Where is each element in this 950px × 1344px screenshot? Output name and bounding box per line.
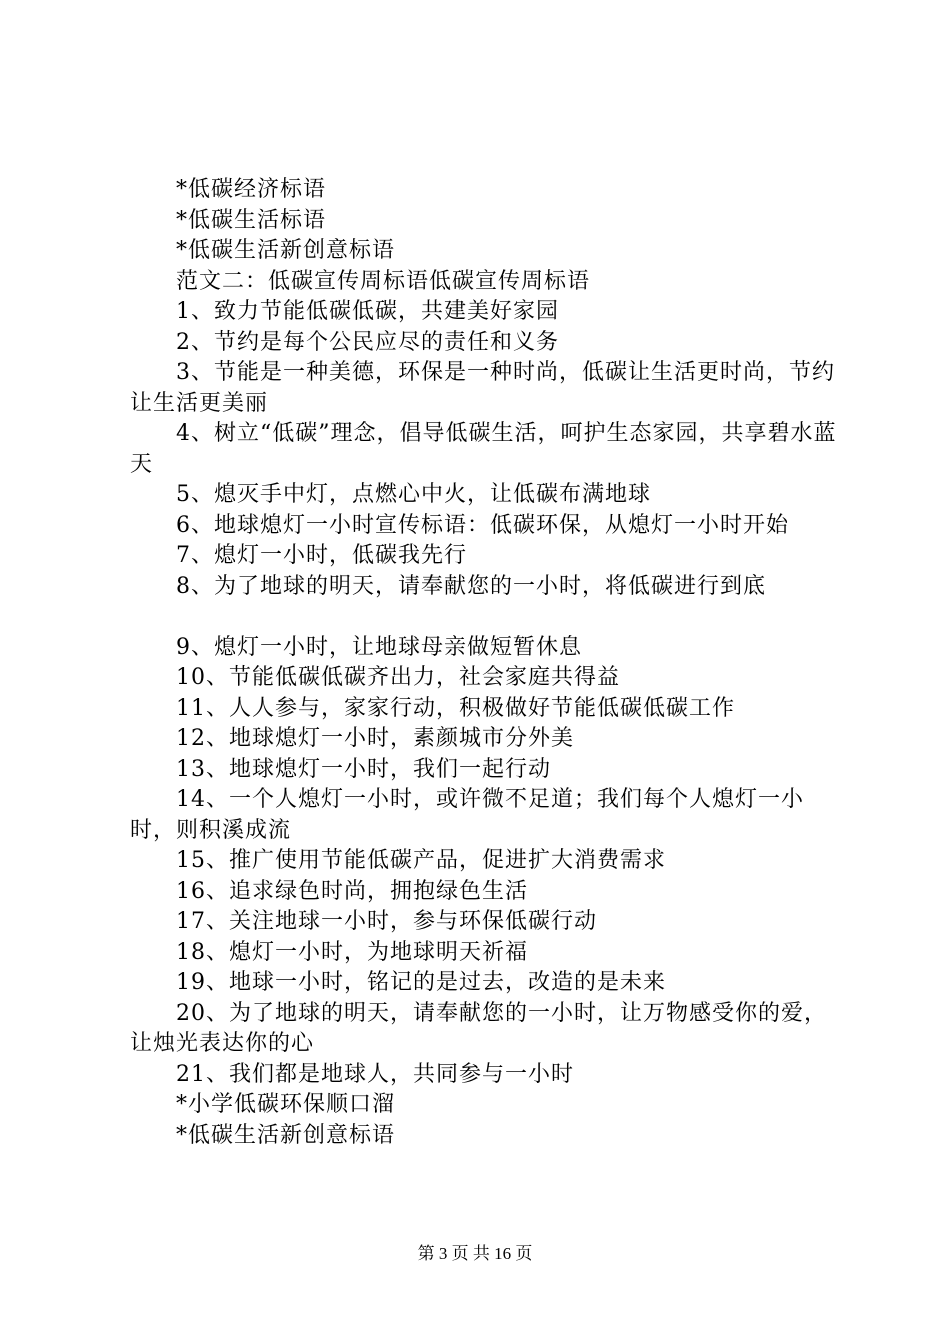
section-heading: 范文二：低碳宣传周标语低碳宣传周标语 bbox=[176, 268, 591, 294]
slogan-item-12: 12、地球熄灯一小时，素颜城市分外美 bbox=[176, 726, 574, 751]
slogan-item-20: 20、为了地球的明天，请奉献您的一小时，让万物感受你的爱，让烛光表达你的心 bbox=[130, 1000, 827, 1056]
page-footer bbox=[0, 1243, 950, 1265]
slogan-item-6: 6、地球熄灯一小时宣传标语：低碳环保，从熄灯一小时开始 bbox=[176, 512, 789, 538]
slogan-item-15: 15、推广使用节能低碳产品，促进扩大消费需求 bbox=[176, 848, 666, 873]
slogan-item-17: 17、关注地球一小时，参与环保低碳行动 bbox=[176, 909, 597, 934]
slogan-item-9: 9、熄灯一小时，让地球母亲做短暂休息 bbox=[176, 634, 582, 660]
slogan-item-21: 21、我们都是地球人，共同参与一小时 bbox=[176, 1061, 574, 1087]
slogan-item-3: 3、节能是一种美德，环保是一种时尚，低碳让生活更时尚，节约让生活更美丽 bbox=[130, 360, 835, 416]
slogan-item-18: 18、熄灯一小时，为地球明天祈福 bbox=[176, 939, 528, 965]
slogan-item-11: 11、人人参与，家家行动，积极做好节能低碳低碳工作 bbox=[176, 695, 735, 721]
page-number-label: 第 3 页 共 16 页 bbox=[417, 1244, 533, 1263]
slogan-item-2: 2、节约是每个公民应尽的责任和义务 bbox=[176, 329, 559, 355]
paragraph-bullet-low-carbon-life: *低碳生活标语 bbox=[176, 207, 327, 233]
slogan-item-4: 4、树立“低碳”理念，倡导低碳生活，呵护生态家园，共享碧水蓝天 bbox=[130, 421, 837, 477]
paragraph-bullet-creative-slogans: *低碳生活新创意标语 bbox=[176, 238, 396, 263]
paragraph-bullet-low-carbon-economy: *低碳经济标语 bbox=[176, 177, 327, 202]
paragraph-bullet-rhymes: *小学低碳环保顺口溜 bbox=[176, 1092, 396, 1117]
slogan-item-19: 19、地球一小时，铭记的是过去，改造的是未来 bbox=[176, 970, 666, 995]
slogan-item-16: 16、追求绿色时尚，拥抱绿色生活 bbox=[176, 878, 528, 904]
slogan-item-14: 14、一个人熄灯一小时，或许微不足道；我们每个人熄灯一小时，则积溪成流 bbox=[130, 787, 804, 843]
slogan-item-13: 13、地球熄灯一小时，我们一起行动 bbox=[176, 756, 551, 782]
slogan-item-5: 5、熄灭手中灯，点燃心中火，让低碳布满地球 bbox=[176, 482, 651, 507]
document-body bbox=[130, 175, 840, 1151]
paragraph-bullet-creative-slogans-2: *低碳生活新创意标语 bbox=[176, 1122, 396, 1148]
slogan-item-1: 1、致力节能低碳低碳，共建美好家园 bbox=[176, 299, 559, 324]
slogan-item-8: 8、为了地球的明天，请奉献您的一小时，将低碳进行到底 bbox=[176, 573, 766, 599]
slogan-item-10: 10、节能低碳低碳齐出力，社会家庭共得益 bbox=[176, 665, 620, 690]
slogan-item-7: 7、熄灯一小时，低碳我先行 bbox=[176, 543, 467, 568]
